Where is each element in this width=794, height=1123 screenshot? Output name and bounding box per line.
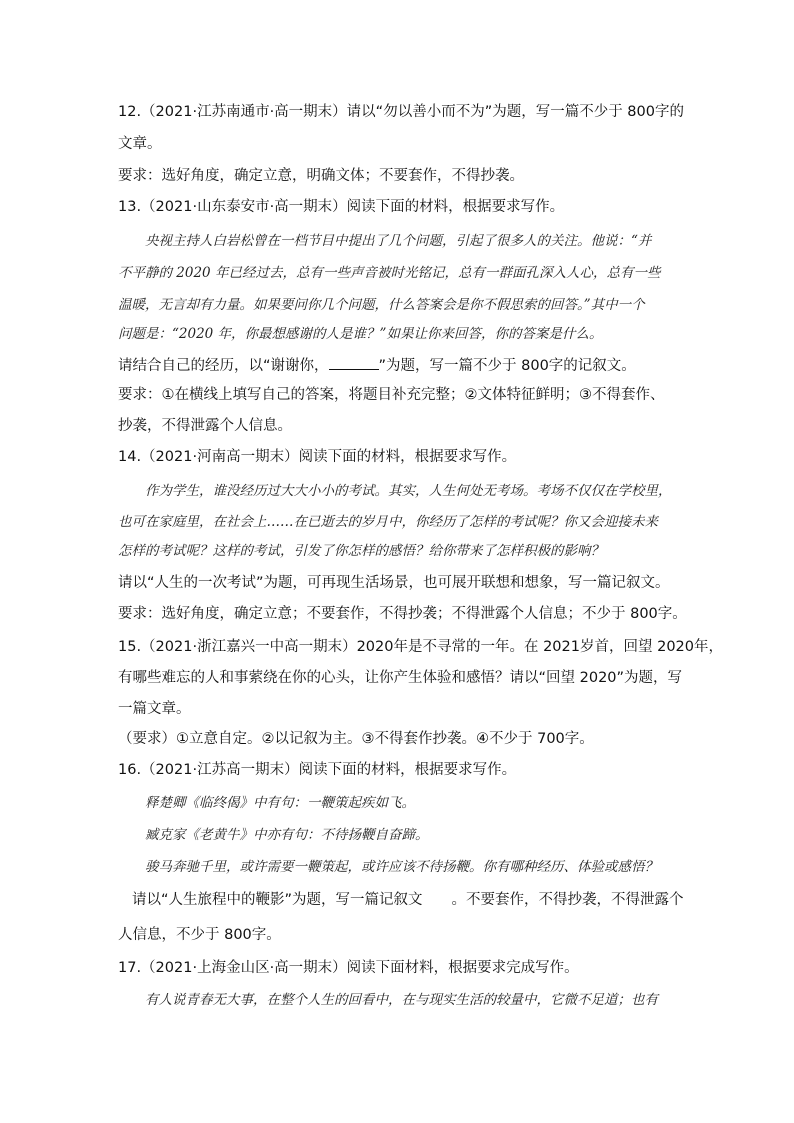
q13-material-line-3: 温暖，无言却有力量。如果要问你几个问题，什么答案会是你不假思索的回答。”其中一个 (118, 297, 645, 313)
fill-in-blank (329, 355, 379, 370)
q13-material-line-2: 不平静的 2020 年已经过去，总有一些声音被时光铭记，总有一群面孔深入人心，总有一些 (118, 265, 661, 281)
q14-material-line-1: 作为学生，谁没经历过大大小小的考试。其实，人生何处无考场。考场不仅仅在学校里， (145, 483, 672, 499)
q15-requirements: （要求）①立意自定。②以记叙为主。③不得套作抄袭。④不少于 700字。 (118, 731, 594, 747)
q12-prompt-line-2: 文章。 (118, 136, 162, 152)
q12-requirements: 要求：选好角度，确定立意，明确文体；不要套作，不得抄袭。 (118, 168, 524, 184)
q13-material-line-4: 问题是：“2020 年，你最想感谢的人是谁？”如果让你来回答，你的答案是什么。 (118, 326, 603, 342)
q16-task-line-2: 人信息，不少于 800字。 (118, 927, 281, 943)
q15-prompt-line-1: 15.（2021·浙江嘉兴一中高一期末）2020年是不寻常的一年。在 2021岁首，回望 2020年， (118, 639, 723, 655)
q14-title: 14.（2021·河南高一期末）阅读下面的材料，根据要求写作。 (118, 449, 517, 465)
q13-task (118, 355, 636, 376)
q16-material-line-1: 释楚卿《临终偈》中有句：一鞭策起疾如飞。 (145, 795, 415, 811)
q13-title: 13.（2021·山东泰安市·高一期末）阅读下面的材料，根据要求写作。 (118, 199, 565, 215)
q13-requirements-line-2: 抄袭，不得泄露个人信息。 (118, 418, 292, 434)
q14-task: 请以“人生的一次考试”为题，可再现生活场景，也可展开联想和想象，写一篇记叙文。 (118, 575, 670, 591)
q13-material-line-1: 央视主持人白岩松曾在一档节目中提出了几个问题，引起了很多人的关注。他说：“并 (145, 233, 652, 249)
q17-title: 17.（2021·上海金山区·高一期末）阅读下面材料，根据要求完成写作。 (118, 960, 579, 976)
q16-material-line-3: 骏马奔驰千里，或许需要一鞭策起，或许应该不待扬鞭。你有哪种经历、体验或感悟？ (145, 859, 658, 875)
q13-requirements-line-1: 要求：①在横线上填写自己的答案，将题目补充完整；②文体特征鲜明；③不得套作、 (118, 387, 665, 403)
q15-prompt-line-2: 有哪些难忘的人和事萦绕在你的心头，让你产生体验和感悟？请以“回望 2020”为题，写 (118, 670, 683, 686)
q16-task-line-1: 请以“人生旅程中的鞭影”为题，写一篇记叙文 。不要套作，不得抄袭，不得泄露个 (132, 892, 684, 908)
q14-requirements: 要求：选好角度，确定立意；不要套作，不得抄袭；不得泄露个人信息；不少于 800字。 (118, 606, 687, 622)
q17-material-line-1: 有人说青春无大事，在整个人生的回看中，在与现实生活的较量中，它微不足道；也有 (145, 992, 658, 1008)
q12-prompt-line-1: 12.（2021·江苏南通市·高一期末）请以“勿以善小而不为”为题，写一篇不少于 800字的 (118, 104, 684, 120)
q13-task-prefix: 请结合自己的经历，以“谢谢你， (118, 358, 329, 374)
q15-prompt-line-3: 一篇文章。 (118, 701, 191, 717)
q14-material-line-2: 也可在家庭里，在社会上……在已逝去的岁月中，你经历了怎样的考试呢？你又会迎接未来 (118, 514, 658, 530)
q16-title: 16.（2021·江苏高一期末）阅读下面的材料，根据要求写作。 (118, 762, 517, 778)
q14-material-line-3: 怎样的考试呢？这样的考试，引发了你怎样的感悟？给你带来了怎样积极的影响？ (118, 543, 604, 559)
q13-task-suffix: ”为题，写一篇不少于 800字的记叙文。 (378, 358, 636, 374)
q16-material-line-2: 臧克家《老黄牛》中亦有句：不待扬鞭自奋蹄。 (145, 827, 429, 843)
